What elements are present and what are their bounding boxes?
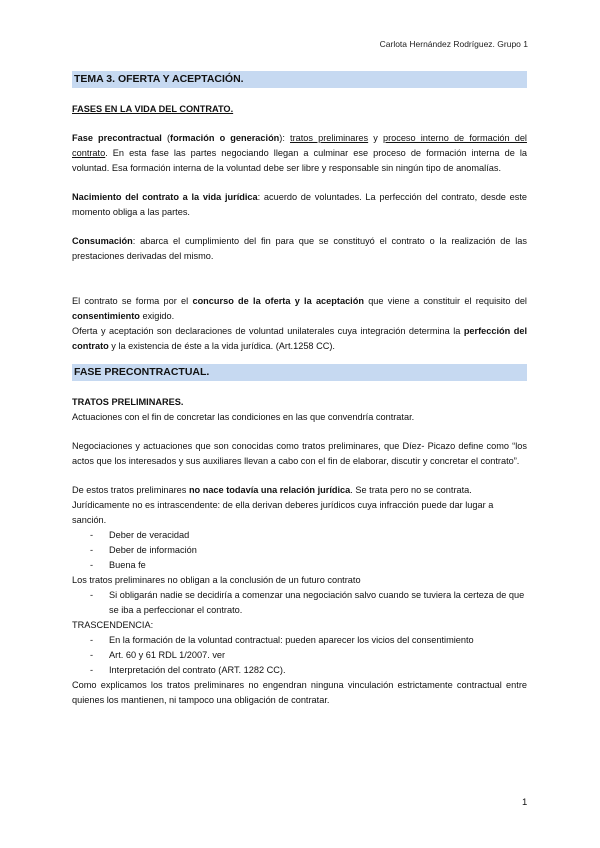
term-label: Consumación xyxy=(72,236,133,246)
bold-term: consentimiento xyxy=(72,311,140,321)
text: exigido. xyxy=(139,311,175,321)
section-title-fase-precontractual: FASE PRECONTRACTUAL. xyxy=(72,364,527,381)
bold-term: no nace todavía una relación jurídica xyxy=(188,485,351,495)
bold-term: perfección del contrato xyxy=(72,326,528,351)
paragraph-consumacion xyxy=(72,234,527,264)
text: : abarca el cumplimiento del fin para que se constituyó el contrato o la realización de las prestaciones derivadas del mismo. xyxy=(72,236,527,261)
list-item-duty: - Deber de información xyxy=(72,543,527,558)
text: . En esta fase las partes negociando llegan a culminar ese proceso de formación interna de la voluntad. Esa formación interna de la voluntad debe ser libre y responsable sin ningún tipo de anomalías. xyxy=(72,148,527,173)
term-paren: formación o generación xyxy=(170,133,280,143)
bold-term: concurso de la oferta y la aceptación xyxy=(192,296,364,306)
text: Oferta y aceptación son declaraciones de voluntad unilaterales cuya integración determina la xyxy=(72,326,464,336)
text: . Se trata pero no se contrata. xyxy=(350,485,472,495)
paragraph-conclusion: Como explicamos los tratos preliminares no engendran ninguna vinculación estrictamente contractual entre quienes los mantienen, ni tampoco una obligación de contratar. xyxy=(72,680,527,705)
paragraph-oferta-aceptacion xyxy=(72,324,527,354)
term-label: Fase precontractual xyxy=(72,133,162,143)
text: que viene a constituir el requisito del xyxy=(363,296,527,306)
text: El contrato se forma por el xyxy=(72,296,193,306)
text: y la existencia de éste a la vida jurídica. (Art.1258 CC). xyxy=(108,341,335,351)
section-heading-fases: FASES EN LA VIDA DEL CONTRATO. xyxy=(72,104,234,114)
text: ): xyxy=(279,133,291,143)
paragraph-no-obligan: Los tratos preliminares no obligan a la conclusión de un futuro contrato xyxy=(72,575,361,585)
paragraph-actuaciones: Actuaciones con el fin de concretar las condiciones en las que convendría contratar. xyxy=(72,412,415,422)
paragraph-no-nace xyxy=(72,483,527,498)
list-item-si-obligaran: - Si obligarán nadie se decidiría a comenzar una negociación salvo cuando se tuviera la certeza de que se iba a perfeccionar el contrato. xyxy=(72,588,527,618)
text: ( xyxy=(161,133,171,143)
paragraph-concurso xyxy=(72,294,527,324)
paragraph-juridicamente: Jurídicamente no es intrascendente: de ella derivan deberes jurídicos cuya infracción puede dar lugar a sanción. xyxy=(72,500,494,525)
list-item-trascendencia: - Art. 60 y 61 RDL 1/2007. ver xyxy=(72,648,527,663)
list-item-duty: - Deber de veracidad xyxy=(72,528,527,543)
term-label: Nacimiento del contrato a la vida jurídica xyxy=(72,192,258,202)
paragraph-fase-precontractual xyxy=(72,131,527,176)
subheading-tratos: TRATOS PRELIMINARES. xyxy=(72,397,184,407)
paragraph-nacimiento xyxy=(72,190,527,220)
underlined-term-tratos: tratos preliminares xyxy=(290,133,369,143)
list-item-trascendencia: - Interpretación del contrato (ART. 1282 CC). xyxy=(72,663,527,678)
underlined-term-proceso: proceso interno de formación del contrato xyxy=(72,133,527,158)
page-header: Carlota Hernández Rodríguez. Grupo 1 xyxy=(379,39,528,49)
paragraph-negociaciones: Negociaciones y actuaciones que son conocidas como tratos preliminares, que Díez- Picazo define como “los actos que los interesados y sus auxiliares llevan a cabo con el fin de elaborar, discutir y concretar el contrato”. xyxy=(72,441,527,466)
document-body xyxy=(72,71,527,708)
page-number: 1 xyxy=(522,797,528,808)
text: De estos tratos preliminares xyxy=(72,485,189,495)
list-item-trascendencia: - En la formación de la voluntad contractual: pueden aparecer los vicios del consentimiento xyxy=(72,633,527,648)
document-title: TEMA 3. OFERTA Y ACEPTACIÓN. xyxy=(72,71,527,88)
text: : acuerdo de voluntades. La perfección del contrato, desde este momento obliga a las partes. xyxy=(72,192,527,217)
text: y xyxy=(368,133,383,143)
trascendencia-label: TRASCENDENCIA: xyxy=(72,620,154,630)
list-item-duty: - Buena fe xyxy=(72,558,527,573)
